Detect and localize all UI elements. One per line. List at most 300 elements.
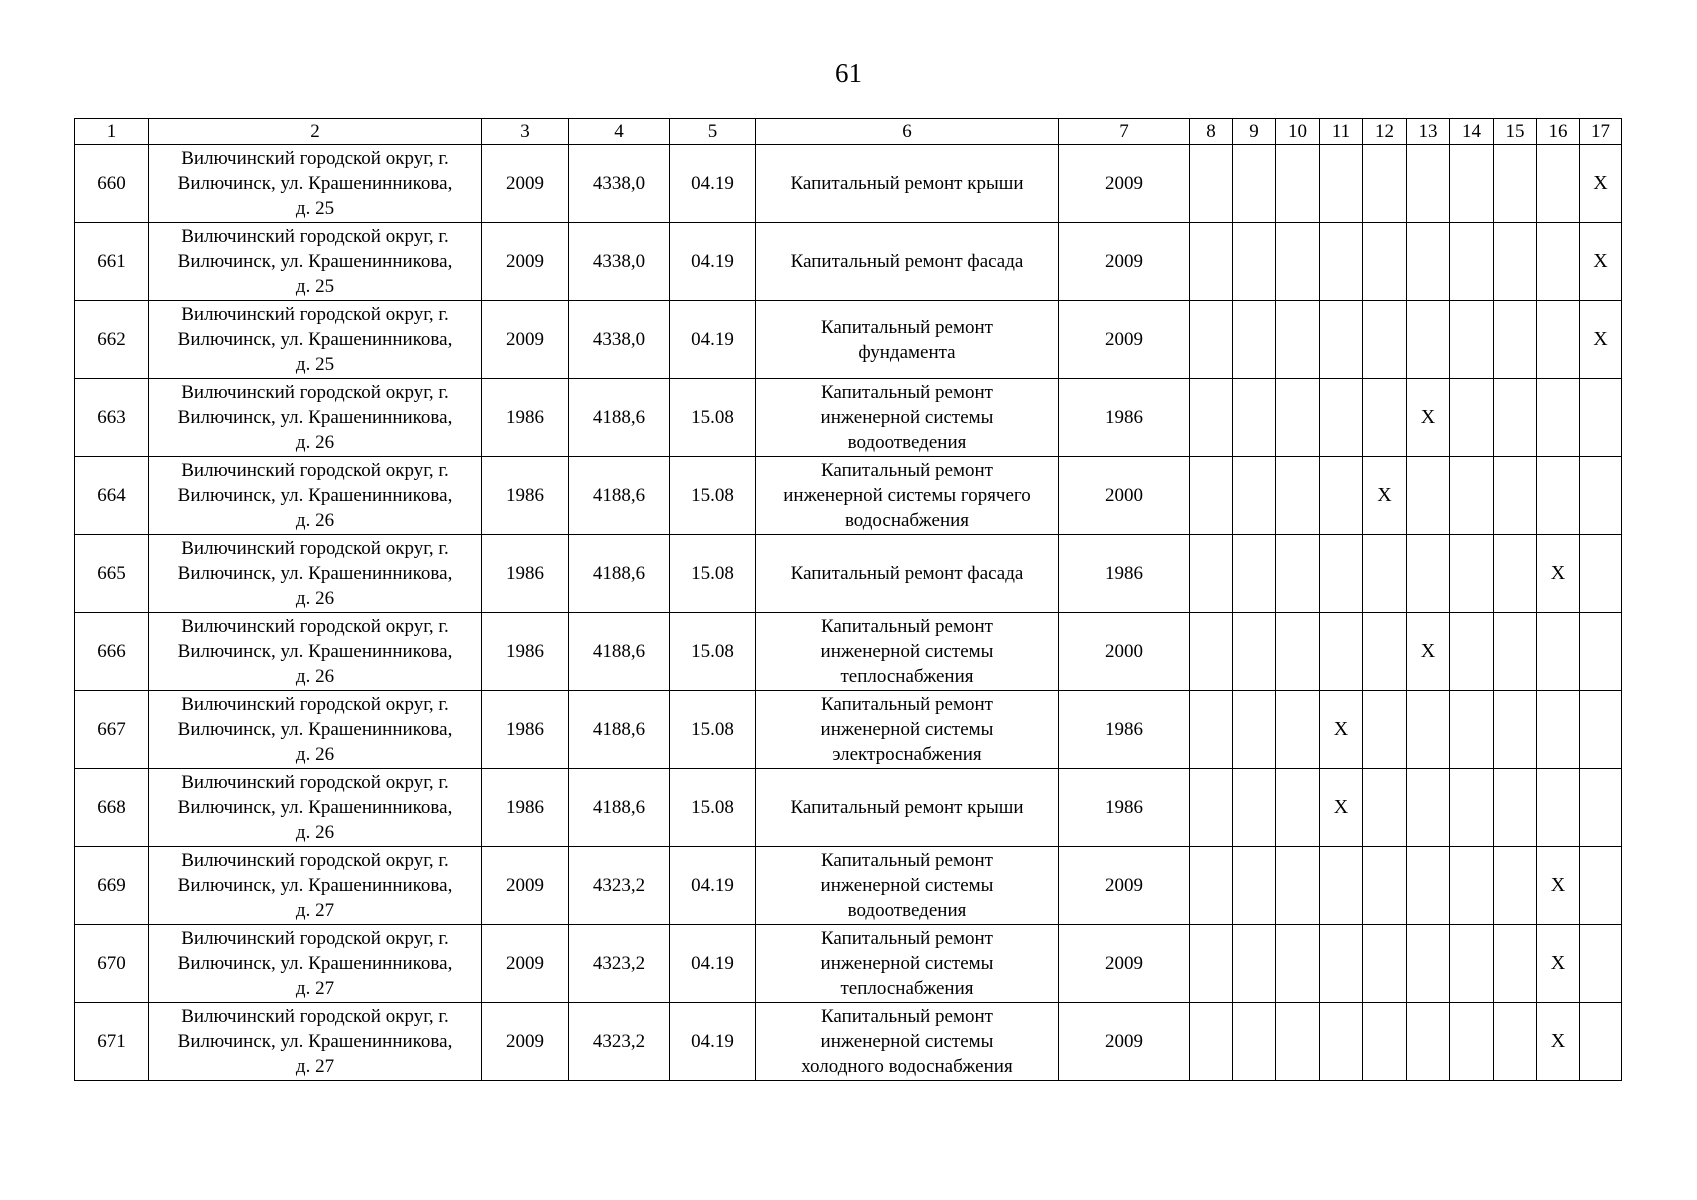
table-row: [75, 691, 1622, 769]
year-cell: 2009: [482, 145, 569, 223]
address-line: Вилючинск, ул. Крашенинникова,: [177, 563, 453, 584]
work-type-cell: [756, 145, 1059, 223]
column-9-cell: [1233, 535, 1276, 613]
column-13-cell: [1407, 379, 1450, 457]
column-16-cell: [1537, 1003, 1580, 1081]
column-15-cell: [1494, 769, 1537, 847]
row-number-cell: 670: [75, 925, 149, 1003]
column-17-cell: [1580, 223, 1622, 301]
work-type-line: Капитальный ремонт: [820, 1006, 993, 1027]
column-number-7: 7: [1059, 119, 1190, 145]
table-row: [75, 535, 1622, 613]
column-12-cell: [1363, 847, 1407, 925]
column-10-cell: [1276, 379, 1320, 457]
address-cell: [149, 379, 482, 457]
row-number-cell: 664: [75, 457, 149, 535]
column-14-cell: [1450, 925, 1494, 1003]
column-number-6: 6: [756, 119, 1059, 145]
column-16-cell: [1537, 379, 1580, 457]
column-10-cell: [1276, 1003, 1320, 1081]
code-cell: 04.19: [670, 1003, 756, 1081]
column-17-cell: [1580, 379, 1622, 457]
area-cell: 4323,2: [569, 847, 670, 925]
work-type-line: Капитальный ремонт: [820, 928, 993, 949]
year-cell: 2009: [482, 301, 569, 379]
year-cell: 2009: [482, 223, 569, 301]
repair-year-cell: 2009: [1059, 301, 1190, 379]
column-number-1: 1: [75, 119, 149, 145]
address-cell: [149, 847, 482, 925]
column-12-cell: [1363, 769, 1407, 847]
column-8-cell: [1190, 223, 1233, 301]
address-cell: [149, 535, 482, 613]
work-type-line: инженерной системы горячего: [783, 485, 1031, 506]
column-13-cell: [1407, 847, 1450, 925]
column-15-cell: [1494, 1003, 1537, 1081]
work-type-line: Капитальный ремонт крыши: [790, 173, 1024, 194]
work-type-cell: [756, 379, 1059, 457]
column-9-cell: [1233, 223, 1276, 301]
column-16-cell: [1537, 535, 1580, 613]
code-cell: 04.19: [670, 847, 756, 925]
work-type-line: Капитальный ремонт: [820, 850, 993, 871]
area-cell: 4188,6: [569, 691, 670, 769]
repair-year-cell: 2009: [1059, 925, 1190, 1003]
column-11-cell: [1320, 613, 1363, 691]
work-type-cell: [756, 1003, 1059, 1081]
column-13-cell: [1407, 1003, 1450, 1081]
address-line: д. 26: [295, 822, 335, 843]
column-16-cell: [1537, 847, 1580, 925]
column-16-cell: [1537, 613, 1580, 691]
column-10-cell: [1276, 301, 1320, 379]
area-cell: 4338,0: [569, 145, 670, 223]
row-number-cell: 661: [75, 223, 149, 301]
column-10-cell: [1276, 769, 1320, 847]
column-13-cell: [1407, 925, 1450, 1003]
address-line: Вилючинский городской округ, г.: [181, 538, 449, 559]
row-number-cell: 662: [75, 301, 149, 379]
x-mark: X: [1550, 562, 1566, 584]
column-8-cell: [1190, 535, 1233, 613]
column-9-cell: [1233, 457, 1276, 535]
year-cell: 1986: [482, 769, 569, 847]
column-8-cell: [1190, 847, 1233, 925]
row-number-cell: 666: [75, 613, 149, 691]
table-row: [75, 457, 1622, 535]
area-cell: 4188,6: [569, 379, 670, 457]
address-cell: [149, 769, 482, 847]
column-8-cell: [1190, 1003, 1233, 1081]
column-13-cell: [1407, 691, 1450, 769]
column-8-cell: [1190, 457, 1233, 535]
column-10-cell: [1276, 925, 1320, 1003]
work-type-line: инженерной системы: [820, 1031, 994, 1052]
address-line: Вилючинский городской округ, г.: [181, 304, 449, 325]
column-10-cell: [1276, 145, 1320, 223]
address-cell: [149, 925, 482, 1003]
address-line: Вилючинский городской округ, г.: [181, 616, 449, 637]
x-mark: X: [1550, 952, 1566, 974]
work-type-line: водоотведения: [847, 900, 967, 921]
address-line: Вилючинск, ул. Крашенинникова,: [177, 797, 453, 818]
column-11-cell: [1320, 379, 1363, 457]
column-9-cell: [1233, 769, 1276, 847]
column-15-cell: [1494, 301, 1537, 379]
column-9-cell: [1233, 379, 1276, 457]
column-number-11: 11: [1320, 119, 1363, 145]
repair-year-cell: 2009: [1059, 847, 1190, 925]
code-cell: 15.08: [670, 379, 756, 457]
column-17-cell: [1580, 847, 1622, 925]
address-line: д. 27: [295, 900, 335, 921]
column-16-cell: [1537, 769, 1580, 847]
column-number-4: 4: [569, 119, 670, 145]
column-15-cell: [1494, 457, 1537, 535]
address-line: Вилючинский городской округ, г.: [181, 928, 449, 949]
column-12-cell: [1363, 379, 1407, 457]
table-row: [75, 379, 1622, 457]
row-number-cell: 667: [75, 691, 149, 769]
row-number-cell: 671: [75, 1003, 149, 1081]
column-16-cell: [1537, 301, 1580, 379]
work-type-line: Капитальный ремонт: [820, 382, 993, 403]
address-line: Вилючинский городской округ, г.: [181, 382, 449, 403]
address-line: д. 26: [295, 510, 335, 531]
repair-year-cell: 2000: [1059, 613, 1190, 691]
column-13-cell: [1407, 457, 1450, 535]
column-14-cell: [1450, 769, 1494, 847]
column-11-cell: [1320, 535, 1363, 613]
repair-schedule-table: [74, 118, 1622, 1081]
column-9-cell: [1233, 691, 1276, 769]
repair-year-cell: 2000: [1059, 457, 1190, 535]
column-15-cell: [1494, 691, 1537, 769]
work-type-line: теплоснабжения: [840, 666, 974, 687]
year-cell: 2009: [482, 925, 569, 1003]
column-number-3: 3: [482, 119, 569, 145]
row-number-cell: 669: [75, 847, 149, 925]
column-number-15: 15: [1494, 119, 1537, 145]
column-17-cell: [1580, 925, 1622, 1003]
page-number: 61: [835, 58, 862, 88]
address-line: д. 26: [295, 432, 335, 453]
code-cell: 15.08: [670, 691, 756, 769]
column-number-9: 9: [1233, 119, 1276, 145]
column-9-cell: [1233, 847, 1276, 925]
x-mark: X: [1550, 874, 1566, 896]
work-type-cell: [756, 613, 1059, 691]
code-cell: 04.19: [670, 301, 756, 379]
column-17-cell: [1580, 301, 1622, 379]
address-line: д. 25: [295, 198, 335, 219]
table-header: [75, 119, 1622, 145]
column-number-12: 12: [1363, 119, 1407, 145]
work-type-line: водоснабжения: [844, 510, 970, 531]
column-11-cell: [1320, 1003, 1363, 1081]
column-10-cell: [1276, 613, 1320, 691]
column-12-cell: [1363, 613, 1407, 691]
code-cell: 04.19: [670, 925, 756, 1003]
column-10-cell: [1276, 457, 1320, 535]
column-15-cell: [1494, 613, 1537, 691]
repair-year-cell: 2009: [1059, 1003, 1190, 1081]
column-13-cell: [1407, 223, 1450, 301]
table-row: [75, 769, 1622, 847]
column-14-cell: [1450, 301, 1494, 379]
column-11-cell: [1320, 145, 1363, 223]
repair-year-cell: 1986: [1059, 691, 1190, 769]
column-11-cell: [1320, 769, 1363, 847]
year-cell: 1986: [482, 691, 569, 769]
address-line: Вилючинск, ул. Крашенинникова,: [177, 641, 453, 662]
column-8-cell: [1190, 925, 1233, 1003]
address-line: Вилючинск, ул. Крашенинникова,: [177, 875, 453, 896]
column-17-cell: [1580, 769, 1622, 847]
column-17-cell: [1580, 691, 1622, 769]
column-15-cell: [1494, 145, 1537, 223]
x-mark: X: [1333, 796, 1349, 818]
column-17-cell: [1580, 457, 1622, 535]
address-line: д. 26: [295, 588, 335, 609]
column-14-cell: [1450, 1003, 1494, 1081]
column-12-cell: [1363, 145, 1407, 223]
area-cell: 4188,6: [569, 457, 670, 535]
year-cell: 1986: [482, 379, 569, 457]
address-line: Вилючинский городской округ, г.: [181, 148, 449, 169]
work-type-line: холодного водоснабжения: [801, 1056, 1013, 1077]
address-cell: [149, 145, 482, 223]
column-9-cell: [1233, 301, 1276, 379]
table-body: [75, 145, 1622, 1081]
column-12-cell: [1363, 223, 1407, 301]
address-cell: [149, 613, 482, 691]
column-11-cell: [1320, 457, 1363, 535]
work-type-cell: [756, 925, 1059, 1003]
column-13-cell: [1407, 145, 1450, 223]
code-cell: 04.19: [670, 145, 756, 223]
x-mark: X: [1377, 484, 1392, 506]
work-type-line: водоотведения: [847, 432, 967, 453]
column-13-cell: [1407, 613, 1450, 691]
work-type-cell: [756, 535, 1059, 613]
column-number-10: 10: [1276, 119, 1320, 145]
table-row: [75, 223, 1622, 301]
row-number-cell: 663: [75, 379, 149, 457]
address-line: Вилючинский городской округ, г.: [181, 1006, 449, 1027]
row-number-cell: 665: [75, 535, 149, 613]
address-cell: [149, 301, 482, 379]
table-row: [75, 301, 1622, 379]
column-13-cell: [1407, 535, 1450, 613]
column-16-cell: [1537, 925, 1580, 1003]
column-8-cell: [1190, 769, 1233, 847]
column-14-cell: [1450, 613, 1494, 691]
work-type-line: Капитальный ремонт крыши: [790, 797, 1024, 818]
address-line: Вилючинск, ул. Крашенинникова,: [177, 329, 453, 350]
column-8-cell: [1190, 613, 1233, 691]
column-14-cell: [1450, 535, 1494, 613]
address-line: Вилючинск, ул. Крашенинникова,: [177, 407, 453, 428]
column-number-8: 8: [1190, 119, 1233, 145]
address-line: Вилючинск, ул. Крашенинникова,: [177, 953, 453, 974]
column-13-cell: [1407, 301, 1450, 379]
column-8-cell: [1190, 379, 1233, 457]
column-10-cell: [1276, 535, 1320, 613]
work-type-line: Капитальный ремонт: [820, 460, 993, 481]
code-cell: 15.08: [670, 535, 756, 613]
column-12-cell: [1363, 457, 1407, 535]
address-line: д. 26: [295, 744, 335, 765]
column-14-cell: [1450, 145, 1494, 223]
work-type-cell: [756, 847, 1059, 925]
work-type-line: Капитальный ремонт: [820, 316, 993, 338]
year-cell: 1986: [482, 613, 569, 691]
address-line: Вилючинский городской округ, г.: [181, 694, 449, 715]
column-15-cell: [1494, 379, 1537, 457]
x-mark: X: [1333, 718, 1349, 740]
column-number-17: 17: [1580, 119, 1622, 145]
column-14-cell: [1450, 223, 1494, 301]
column-17-cell: [1580, 1003, 1622, 1081]
row-number-cell: 660: [75, 145, 149, 223]
work-type-line: Капитальный ремонт фасада: [790, 251, 1024, 272]
address-line: Вилючинск, ул. Крашенинникова,: [177, 485, 453, 506]
column-16-cell: [1537, 691, 1580, 769]
repair-year-cell: 2009: [1059, 145, 1190, 223]
year-cell: 2009: [482, 847, 569, 925]
work-type-line: Капитальный ремонт фасада: [790, 563, 1024, 584]
column-10-cell: [1276, 847, 1320, 925]
x-mark: X: [1593, 328, 1608, 350]
repair-year-cell: 1986: [1059, 379, 1190, 457]
column-8-cell: [1190, 301, 1233, 379]
code-cell: 15.08: [670, 613, 756, 691]
area-cell: 4338,0: [569, 301, 670, 379]
work-type-line: инженерной системы: [820, 719, 994, 740]
column-11-cell: [1320, 691, 1363, 769]
table-row: [75, 1003, 1622, 1081]
table-row: [75, 847, 1622, 925]
column-14-cell: [1450, 691, 1494, 769]
area-cell: 4188,6: [569, 613, 670, 691]
x-mark: X: [1593, 250, 1608, 272]
column-12-cell: [1363, 1003, 1407, 1081]
address-cell: [149, 691, 482, 769]
code-cell: 15.08: [670, 769, 756, 847]
year-cell: 1986: [482, 457, 569, 535]
column-11-cell: [1320, 223, 1363, 301]
table-row: [75, 925, 1622, 1003]
code-cell: 15.08: [670, 457, 756, 535]
column-17-cell: [1580, 145, 1622, 223]
x-mark: X: [1420, 406, 1436, 428]
column-9-cell: [1233, 925, 1276, 1003]
area-cell: 4323,2: [569, 925, 670, 1003]
table-row: [75, 145, 1622, 223]
column-12-cell: [1363, 301, 1407, 379]
work-type-line: теплоснабжения: [840, 978, 974, 999]
repair-year-cell: 1986: [1059, 769, 1190, 847]
column-16-cell: [1537, 457, 1580, 535]
work-type-line: Капитальный ремонт: [820, 694, 993, 715]
year-cell: 2009: [482, 1003, 569, 1081]
address-line: д. 25: [295, 354, 335, 375]
address-line: Вилючинский городской округ, г.: [181, 850, 449, 871]
column-10-cell: [1276, 691, 1320, 769]
column-number-2: 2: [149, 119, 482, 145]
column-15-cell: [1494, 925, 1537, 1003]
row-number-cell: 668: [75, 769, 149, 847]
table-row: [75, 613, 1622, 691]
column-9-cell: [1233, 613, 1276, 691]
column-12-cell: [1363, 925, 1407, 1003]
repair-year-cell: 2009: [1059, 223, 1190, 301]
x-mark: X: [1550, 1030, 1566, 1052]
area-cell: 4188,6: [569, 535, 670, 613]
column-12-cell: [1363, 691, 1407, 769]
year-cell: 1986: [482, 535, 569, 613]
address-line: Вилючинск, ул. Крашенинникова,: [177, 1031, 453, 1052]
area-cell: 4188,6: [569, 769, 670, 847]
work-type-line: инженерной системы: [820, 875, 994, 896]
work-type-cell: [756, 769, 1059, 847]
column-15-cell: [1494, 535, 1537, 613]
address-line: д. 27: [295, 978, 335, 999]
column-15-cell: [1494, 223, 1537, 301]
column-11-cell: [1320, 301, 1363, 379]
repair-year-cell: 1986: [1059, 535, 1190, 613]
address-cell: [149, 1003, 482, 1081]
work-type-cell: [756, 457, 1059, 535]
column-number-5: 5: [670, 119, 756, 145]
column-10-cell: [1276, 223, 1320, 301]
column-8-cell: [1190, 145, 1233, 223]
work-type-line: инженерной системы: [820, 407, 994, 428]
address-line: д. 26: [295, 666, 335, 687]
work-type-cell: [756, 691, 1059, 769]
column-11-cell: [1320, 925, 1363, 1003]
column-14-cell: [1450, 379, 1494, 457]
column-number-16: 16: [1537, 119, 1580, 145]
column-13-cell: [1407, 769, 1450, 847]
address-line: Вилючинск, ул. Крашенинникова,: [177, 173, 453, 194]
work-type-line: инженерной системы: [820, 641, 994, 662]
column-12-cell: [1363, 535, 1407, 613]
column-16-cell: [1537, 223, 1580, 301]
column-9-cell: [1233, 145, 1276, 223]
column-17-cell: [1580, 535, 1622, 613]
column-17-cell: [1580, 613, 1622, 691]
work-type-line: инженерной системы: [820, 953, 994, 974]
column-number-14: 14: [1450, 119, 1494, 145]
code-cell: 04.19: [670, 223, 756, 301]
address-line: Вилючинский городской округ, г.: [181, 772, 449, 793]
column-14-cell: [1450, 457, 1494, 535]
column-14-cell: [1450, 847, 1494, 925]
x-mark: X: [1593, 172, 1608, 194]
work-type-cell: [756, 223, 1059, 301]
address-line: Вилючинск, ул. Крашенинникова,: [177, 719, 453, 740]
work-type-line: электроснабжения: [832, 744, 982, 765]
column-number-row: [75, 119, 1622, 145]
area-cell: 4323,2: [569, 1003, 670, 1081]
work-type-cell: [756, 301, 1059, 379]
work-type-line: фундамента: [858, 341, 956, 363]
address-line: д. 27: [295, 1056, 335, 1077]
address-line: Вилючинск, ул. Крашенинникова,: [177, 251, 453, 272]
address-line: Вилючинский городской округ, г.: [181, 460, 449, 481]
